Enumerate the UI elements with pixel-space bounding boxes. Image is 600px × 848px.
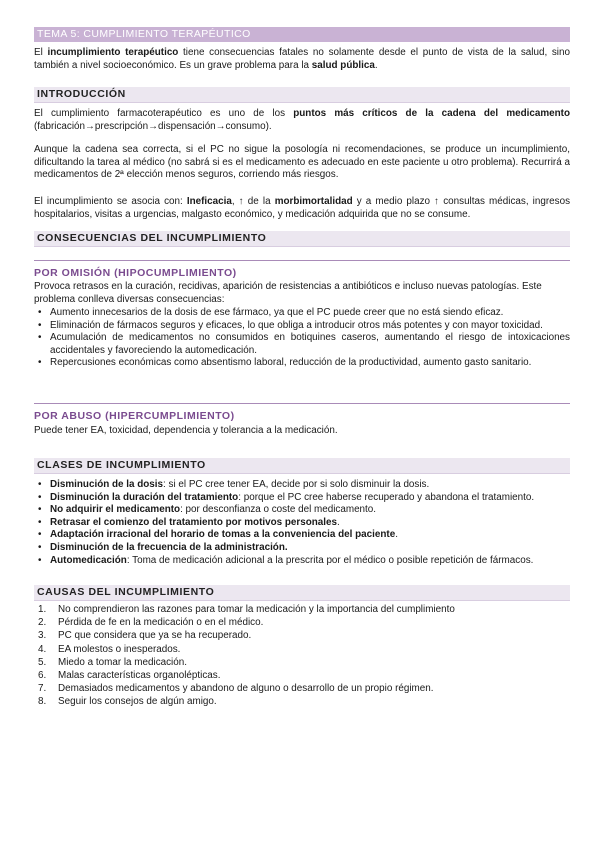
introduccion-heading: INTRODUCCIÓN: [34, 87, 570, 103]
list-item: • Disminución de la frecuencia de la administración.: [36, 542, 570, 555]
causas-heading: CAUSAS DEL INCUMPLIMIENTO: [34, 585, 570, 601]
clases-heading: CLASES DE INCUMPLIMIENTO: [34, 458, 570, 474]
abuso-text: Puede tener EA, toxicidad, dependencia y tolerancia a la medicación.: [34, 425, 338, 436]
introduccion-paragraph-1: El cumplimiento farmacoterapéutico es uno de los puntos más críticos de la cadena del medicamento (fabricación→prescripción→dispensación→consumo).: [34, 108, 570, 132]
list-item: • Aumento innecesarios de la dosis de ese fármaco, ya que el PC puede creer que no está siendo eficaz.: [36, 307, 570, 320]
list-item: 4. EA molestos o inesperados.: [38, 643, 181, 655]
consecuencias-heading: CONSECUENCIAS DEL INCUMPLIMIENTO: [34, 231, 570, 247]
omision-list: [36, 307, 570, 370]
clases-list: [36, 479, 570, 567]
list-item: • Automedicación: Toma de medicación adicional a la prescrita por el médico o posible repetición de fármacos.: [36, 555, 570, 568]
list-item: • Eliminación de fármacos seguros y eficaces, lo que obliga a introducir otros más potentes y con mayor toxicidad.: [36, 320, 570, 333]
list-item: • Disminución de la dosis: si el PC cree tener EA, decide por si solo disminuir la dosis.: [36, 479, 570, 492]
list-item: • Acumulación de medicamentos no consumidos en botiquines caseros, aumentando el riesgo de intoxicaciones accidentales y favoreciendo la automedicación.: [36, 332, 570, 357]
divider: [34, 260, 570, 261]
list-item: • Adaptación irracional del horario de tomas a la conveniencia del paciente.: [36, 529, 570, 542]
list-item: 2. Pérdida de fe en la medicación o en el médico.: [38, 617, 264, 629]
abuso-heading: POR ABUSO (HIPERCUMPLIMIENTO): [34, 410, 235, 422]
introduccion-paragraph-3: El incumplimiento se asocia con: Ineficacia, ↑ de la morbimortalidad y a medio plazo ↑ consultas médicas, ingresos hospitalarios, visitas a urgencias, malgasto económico, y medicación adquirida que no se consume.: [34, 196, 571, 220]
list-item: • Retrasar el comienzo del tratamiento por motivos personales.: [36, 517, 570, 530]
list-item: 1. No comprendieron las razones para tomar la medicación y la importancia del cumplimiento: [38, 604, 455, 615]
list-item: 8. Seguir los consejos de algún amigo.: [38, 696, 217, 708]
intro-paragraph: El incumplimiento terapéutico tiene consecuencias fatales no solamente desde el punto de vista de la salud, sino también a nivel socioeconómico. Es un grave problema para la salud pública.: [34, 47, 570, 71]
list-item: 6. Malas características organolépticas.: [38, 670, 221, 682]
list-item: 7. Demasiados medicamentos y abandono de alguno o desarrollo de un propio régimen.: [38, 683, 434, 695]
introduccion-paragraph-2: Aunque la cadena sea correcta, si el PC no sigue la posología ni recomendaciones, se produce un incumplimiento, dificultando la tarea al médico (no sabrá si es el medicamento es adecuado en este paciente u otro problema). Recurrirá a medicamentos de 2ª elección menos seguros, corriendo más riesgos.: [34, 144, 570, 181]
divider: [34, 403, 570, 404]
omision-heading: POR OMISIÓN (HIPOCUMPLIMIENTO): [34, 267, 237, 279]
causas-list: [36, 603, 570, 709]
omision-text: Provoca retrasos en la curación, recidivas, aparición de resistencias a antibióticos e incluso nuevas patologías. Este problema conlleva diversas consecuencias:: [34, 281, 542, 305]
list-item: 5. Miedo a tomar la medicación.: [38, 656, 187, 668]
list-item: 3. PC que considera que ya se ha recuperado.: [38, 630, 252, 642]
list-item: • No adquirir el medicamento: por desconfianza o coste del medicamento.: [36, 504, 570, 517]
title-bar: [34, 27, 570, 42]
list-item: • Disminución la duración del tratamiento: porque el PC cree haberse recuperado y abandona el tratamiento.: [36, 492, 570, 505]
page-title: TEMA 5: CUMPLIMIENTO TERAPÉUTICO: [37, 28, 251, 40]
list-item: • Repercusiones económicas como absentismo laboral, reducción de la productividad, aumento gasto sanitario.: [36, 357, 570, 370]
